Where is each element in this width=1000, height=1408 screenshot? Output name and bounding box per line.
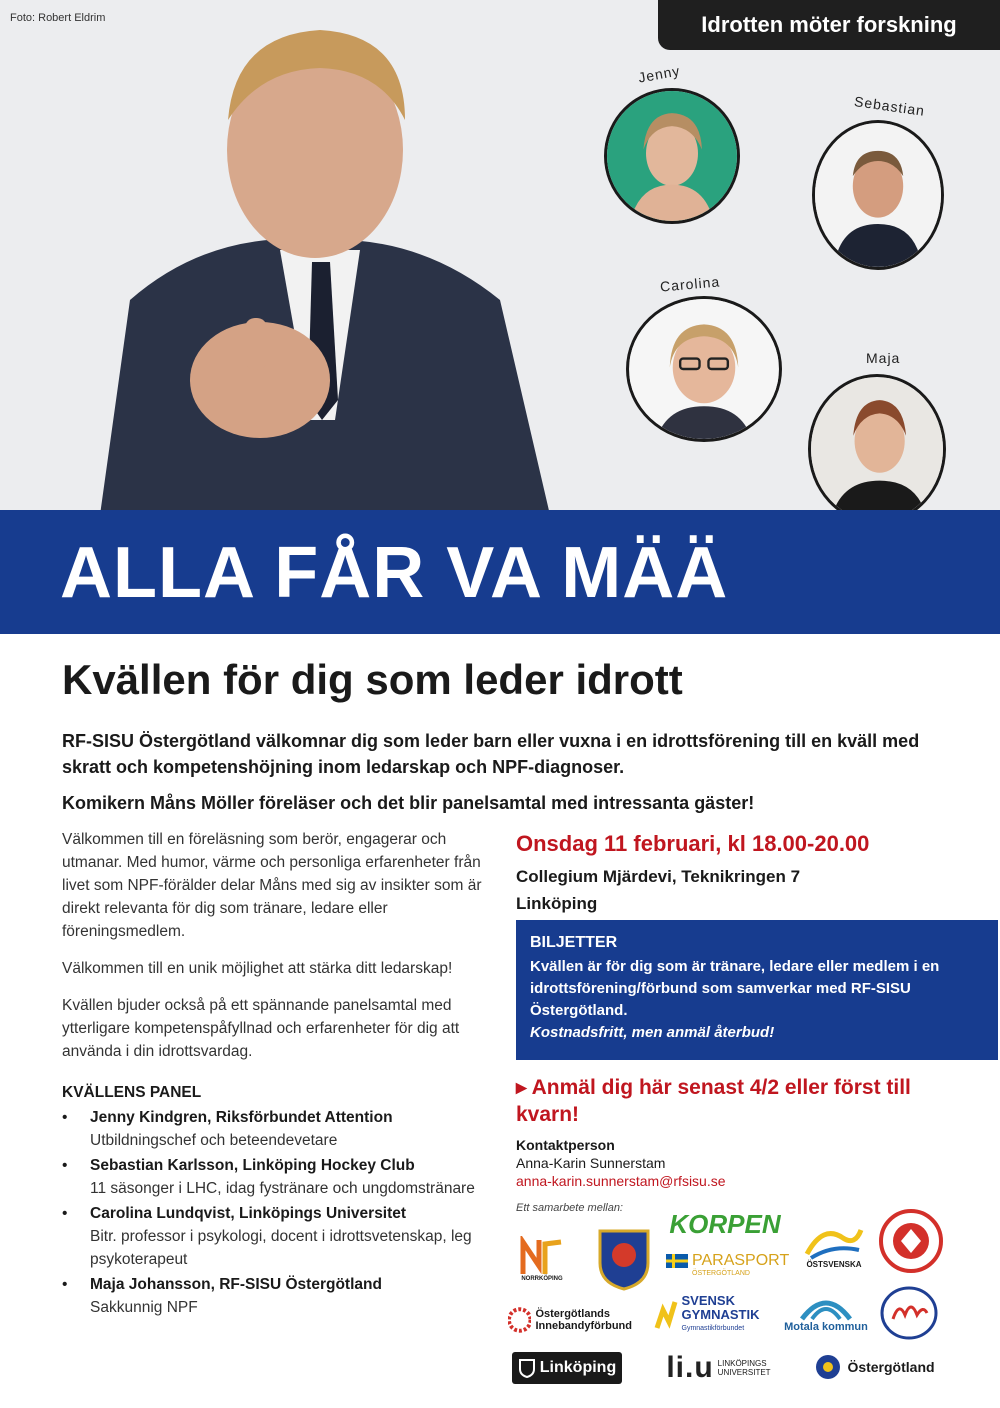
body-column [62, 828, 482, 1321]
venue-line-1: Collegium Mjärdevi, Teknikringen 7 [516, 867, 801, 886]
parasport-label: PARASPORT [692, 1251, 790, 1269]
tickets-heading: BILJETTER [530, 934, 618, 951]
panel-member-role: Utbildningschef och beteendevetare [90, 1132, 338, 1149]
panel-heading: KVÄLLENS PANEL [62, 1084, 202, 1101]
gymnastik-label-1: SVENSK [681, 1293, 735, 1308]
signup-link[interactable] [516, 1074, 956, 1128]
gymnast-icon [653, 1298, 679, 1332]
photo-credit: Foto: Robert Eldrim [10, 12, 106, 24]
intro-text-2: Komikern Måns Möller föreläser och det blir panelsamtal med intressanta gäster! [62, 793, 755, 813]
parasport-sublabel: ÖSTERGÖTLAND [692, 1269, 750, 1277]
panel-list [62, 1106, 482, 1319]
contact-email-link[interactable]: anna-karin.sunnerstam@rfsisu.se [516, 1173, 726, 1189]
page-subtitle: Kvällen för dig som leder idrott [62, 656, 683, 703]
tickets-free-note: Kostnadsfritt, men anmäl återbud! [530, 1024, 775, 1041]
collab-label: Ett samarbete mellan: [516, 1202, 623, 1214]
list-item [62, 1106, 482, 1152]
speaker-photo [60, 0, 620, 515]
list-item [62, 1273, 482, 1319]
innebandy-label-2: Innebandyförbund [535, 1320, 632, 1332]
innebandy-label-1: Östergötlands [535, 1308, 611, 1320]
event-date: Onsdag 11 februari, kl 18.00-20.00 [516, 831, 870, 856]
series-tag: Idrotten möter forskning [658, 0, 1000, 50]
avatar [811, 377, 943, 515]
norrkoping-mark-icon [519, 1236, 565, 1276]
play-arrow-icon: ▸ [516, 1076, 527, 1099]
body-paragraph-2: Välkommen till en unik möjlighet att stärka ditt ledarskap! [62, 960, 453, 977]
panel-member-role: Sakkunnig NPF [90, 1299, 198, 1316]
body-paragraph-1: Välkommen till en föreläsning som berör, engagerar och utmanar. Med humor, värme och personliga erfarenheter från livet som NPF-förälder delar Måns med sig av insikter som är direkt relevanta för dig som tränare, ledare eller föreningsmedlem. [62, 831, 482, 940]
panelist-avatar-jenny [604, 62, 740, 224]
motala-logo [784, 1288, 868, 1338]
panel-member-name: • Jenny Kindgren, Riksförbundet Attention [90, 1109, 393, 1126]
panel-member-role: 11 säsonger i LHC, idag fystränare och ungdomstränare [90, 1180, 475, 1197]
club-badge-icon [879, 1207, 943, 1275]
ostergotland-label: Östergötland [847, 1359, 935, 1375]
contact-block [516, 1136, 956, 1190]
title-banner [0, 510, 1000, 634]
tickets-box [516, 920, 998, 1060]
korpen-label: KORPEN [669, 1208, 781, 1239]
intro-text: RF-SISU Östergötland välkomnar dig som leder barn eller vuxna i en idrottsförening till en kväll med skratt och kompetenshöjning inom ledarskap och NPF-diagnoser. [62, 731, 920, 777]
hero-photo-area [0, 0, 1000, 515]
panelist-avatar-maja [808, 350, 946, 515]
contact-name: Anna-Karin Sunnerstam [516, 1155, 666, 1171]
list-item [62, 1154, 482, 1200]
norrkoping-label: NORRKÖPING [521, 1276, 563, 1282]
norrkoping-logo [508, 1228, 576, 1290]
ostsvenska-logo [796, 1212, 872, 1276]
avatar [607, 91, 737, 221]
panelist-label-maja: Maja [866, 350, 901, 366]
club-circle-icon [879, 1285, 939, 1341]
ostergotland-idrott-crest-logo [594, 1226, 654, 1292]
parasport-logo [666, 1244, 788, 1284]
sports-club-badge-logo [878, 1206, 944, 1276]
venue-line-2: Linköping [516, 894, 598, 913]
contact-label: Kontaktperson [516, 1137, 615, 1153]
ostsvenska-label: ÖSTSVENSKA [806, 1259, 862, 1269]
swan-mark-icon [803, 1220, 865, 1260]
motala-label: Motala kommun [784, 1321, 868, 1333]
swedish-flag-icon [666, 1254, 688, 1268]
avatar [629, 299, 779, 439]
rfsisu-ostergotland-logo [808, 1350, 942, 1384]
panel-member-name: • Sebastian Karlsson, Linköping Hockey Club [90, 1157, 415, 1174]
panelist-label-sebastian: Sebastian [853, 93, 927, 119]
motala-mark-icon [796, 1293, 856, 1321]
signup-text: Anmäl dig här senast 4/2 eller först till kvarn! [516, 1076, 911, 1126]
crest-icon [596, 1227, 652, 1291]
innebandy-mark-icon [508, 1307, 531, 1333]
banner-title: ALLA FÅR VA MÄÄ [60, 533, 729, 613]
panel-member-name: • Maja Johansson, RF-SISU Östergötland [90, 1276, 382, 1293]
panelist-avatar-carolina [626, 273, 782, 442]
linkoping-logo [512, 1352, 622, 1384]
liu-logo [660, 1350, 780, 1386]
panelist-label-jenny: Jenny [636, 62, 682, 86]
panelist-label-carolina: Carolina [659, 273, 721, 295]
tickets-body: Kvällen är för dig som är tränare, ledare eller medlem i en idrottsförening/förbund som samverkar med RF-SISU Östergötland. [530, 958, 940, 1019]
gymnastik-sublabel: Gymnastikförbundet [681, 1325, 745, 1332]
rfsisu-crest-icon [815, 1353, 841, 1381]
liu-label: LINKÖPINGS UNIVERSITET [717, 1359, 771, 1377]
avatar [815, 123, 941, 267]
svensk-gymnastik-logo [648, 1290, 764, 1340]
body-paragraph-3: Kvällen bjuder också på ett spännande panelsamtal med ytterligare kompetenspåfyllnad och erfarenheter för dig att använda i din idrottsvardag. [62, 997, 460, 1060]
panelist-avatar-sebastian [812, 93, 944, 270]
list-item [62, 1202, 482, 1271]
linkoping-label: Linköping [539, 1359, 617, 1376]
handwritten-club-logo [878, 1284, 940, 1342]
linkoping-crest-icon [518, 1358, 536, 1378]
panel-member-name: • Carolina Lundqvist, Linköpings Universitet [90, 1205, 407, 1222]
innebandy-logo [508, 1302, 632, 1338]
korpen-logo [669, 1208, 781, 1240]
gymnastik-label-2: GYMNASTIK [681, 1307, 760, 1322]
panel-member-role: Bitr. professor i psykologi, docent i idrottsvetenskap, leg psykoterapeut [90, 1228, 472, 1268]
event-venue [516, 863, 956, 917]
liu-mark-icon: li.u [666, 1351, 714, 1384]
